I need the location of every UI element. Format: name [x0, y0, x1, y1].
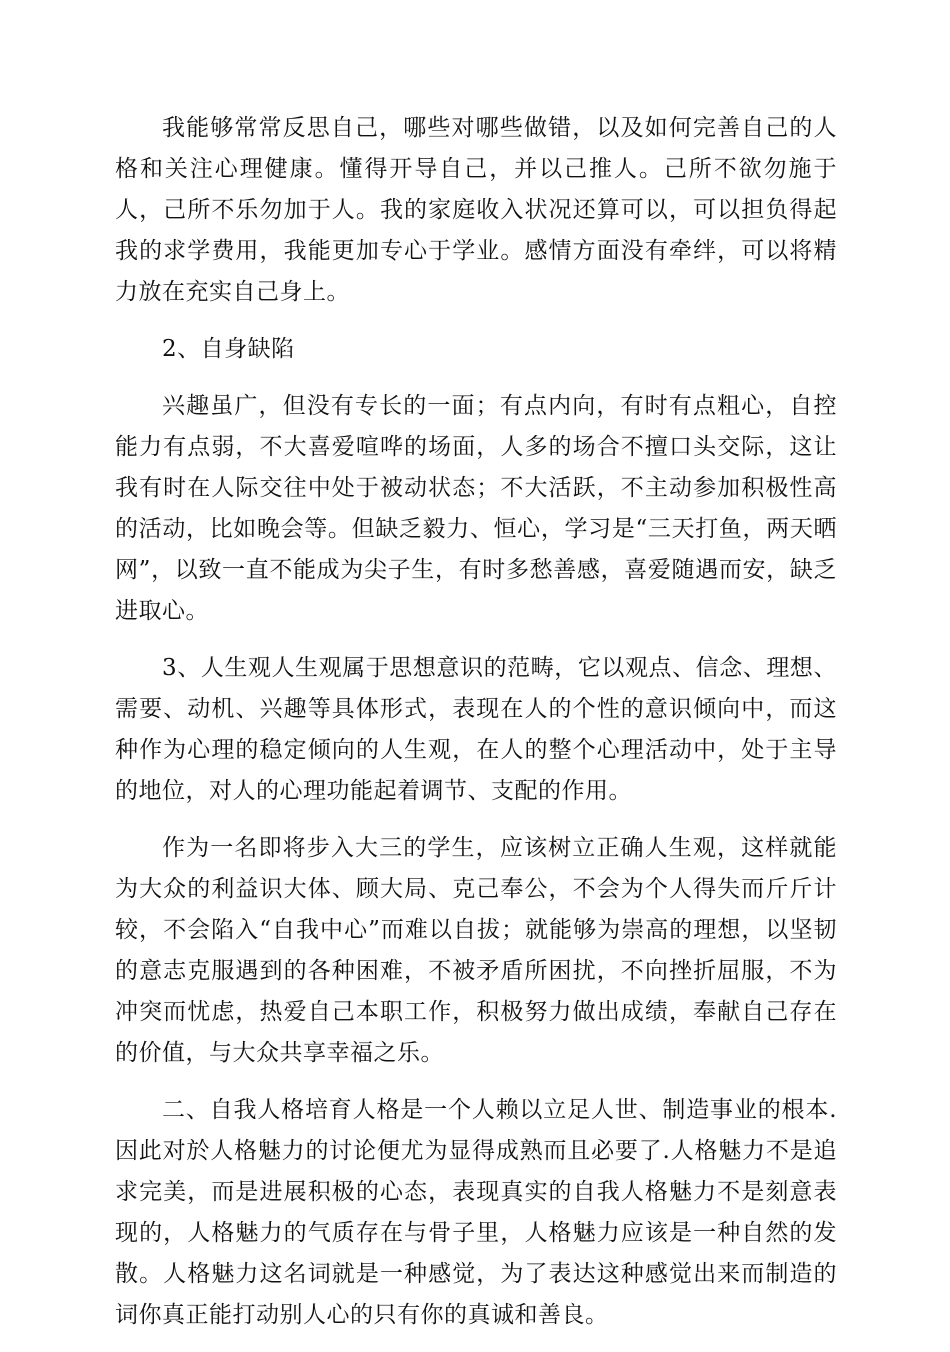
paragraph-personality-cultivation: 二、自我人格培育人格是一个人赖以立足人世、制造事业的根本.因此对於人格魅力的讨论便尤为显得成熟而且必要了.人格魅力不是追求完美，而是进展积极的心态，表现真实的自我人格魅力不是刻意表现的，人格魅力的气质存在与骨子里，人格魅力应该是一种自然的发散。人格魅力这名词就是一种感觉，为了表达这种感觉出来而制造的词你真正能打动别人心的只有你的真诚和善良。 — [115, 1097, 837, 1328]
section-heading-shortcomings: 2、自身缺陷 — [162, 336, 295, 362]
document-page — [115, 108, 837, 1352]
paragraph-student-outlook: 作为一名即将步入大三的学生，应该树立正确人生观，这样就能为大众的利益识大体、顾大局、克己奉公，不会为个人得失而斤斤计较，不会陷入“自我中心”而难以自拔；就能够为崇高的理想，以坚韧的意志克服遇到的各种困难，不被矛盾所困扰，不向挫折屈服，不为冲突而忧虑，热爱自己本职工作，积极努力做出成绩，奉献自己存在的价值，与大众共享幸福之乐。 — [115, 835, 837, 1066]
paragraph-self-reflection: 我能够常常反思自己，哪些对哪些做错，以及如何完善自己的人格和关注心理健康。懂得开导自己，并以己推人。己所不欲勿施于人，己所不乐勿加于人。我的家庭收入状况还算可以，可以担负得起我的求学费用，我能更加专心于学业。感情方面没有牵绊，可以将精力放在充实自己身上。 — [115, 115, 837, 305]
paragraph-outlook-on-life: 3、人生观人生观属于思想意识的范畴，它以观点、信念、理想、需要、动机、兴趣等具体形式，表现在人的个性的意识倾向中，而这种作为心理的稳定倾向的人生观，在人的整个心理活动中，处于主导的地位，对人的心理功能起着调节、支配的作用。 — [115, 655, 837, 804]
paragraph-shortcomings: 兴趣虽广，但没有专长的一面；有点内向，有时有点粗心，自控能力有点弱，不大喜爱喧哗的场面，人多的场合不擅口头交际，这让我有时在人际交往中处于被动状态；不大活跃，不主动参加积极性高的活动，比如晚会等。但缺乏毅力、恒心，学习是“三天打鱼，两天晒网”，以致一直不能成为尖子生，有时多愁善感，喜爱随遇而安，缺乏进取心。 — [115, 393, 837, 624]
